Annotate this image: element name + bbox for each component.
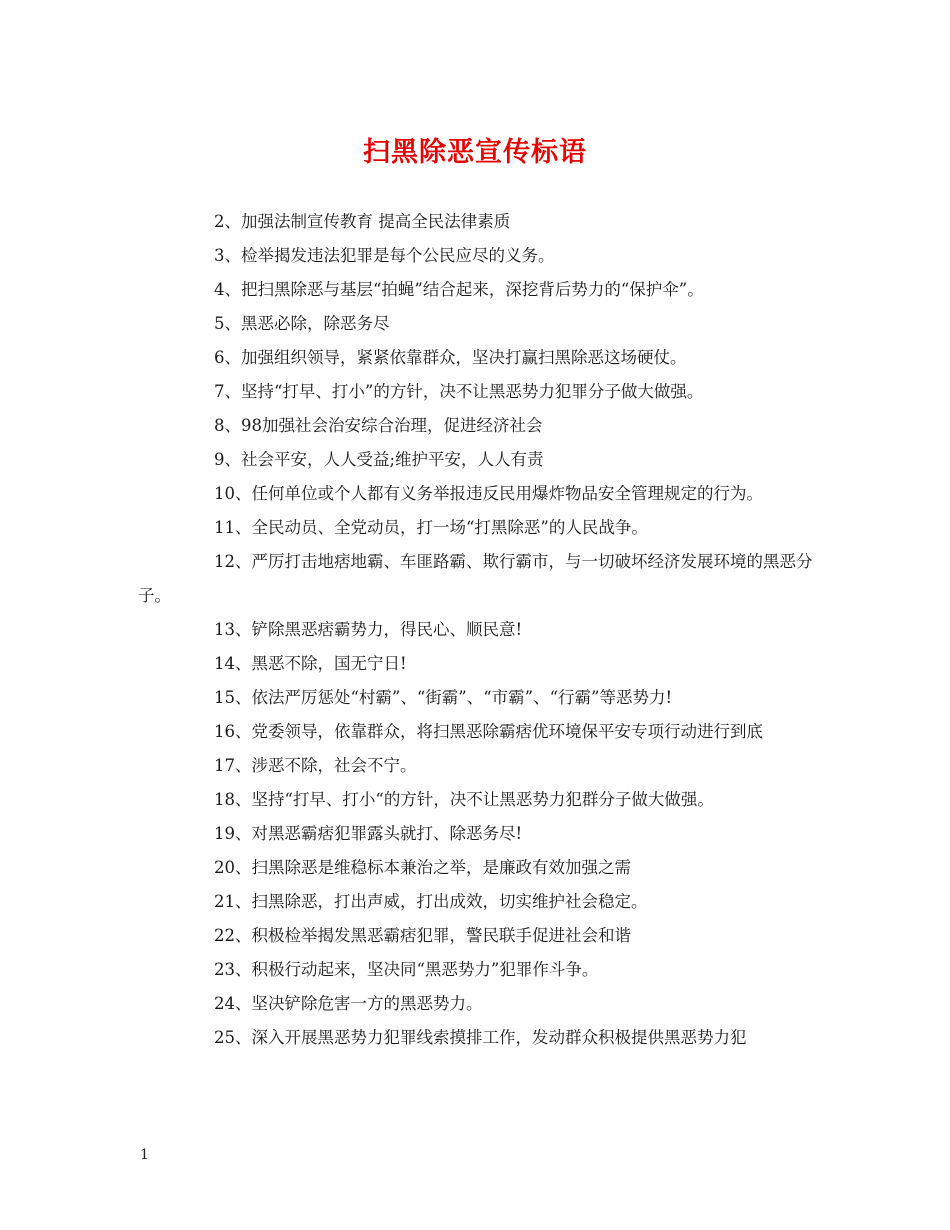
document-title: 扫黑除恶宣传标语	[363, 137, 587, 168]
slogan-item: 9、社会平安，人人受益;维护平安，人人有责	[214, 450, 544, 469]
slogan-item: 4、把扫黑除恶与基层“拍蝇”结合起来，深挖背后势力的“保护伞”。	[214, 280, 704, 299]
slogan-item: 7、坚持“打早、打小”的方针，决不让黑恶势力犯罪分子做大做强。	[214, 382, 704, 401]
slogan-item: 2、加强法制宣传教育 提高全民法律素质	[214, 212, 511, 231]
slogan-item: 24、坚决铲除危害一方的黑恶势力。	[214, 994, 483, 1013]
slogan-item: 8、98加强社会治安综合治理，促进经济社会	[214, 416, 543, 435]
slogan-item: 19、对黑恶霸痞犯罪露头就打、除恶务尽!	[214, 824, 523, 843]
slogan-item: 13、铲除黑恶痞霸势力，得民心、顺民意!	[214, 620, 523, 639]
slogan-item: 12、严厉打击地痞地霸、车匪路霸、欺行霸市，与一切破坏经济发展环境的黑恶分子。	[138, 552, 813, 605]
slogan-item: 16、党委领导，依靠群众，将扫黑恶除霸痞优环境保平安专项行动进行到底	[214, 722, 763, 741]
slogan-item: 5、黑恶必除，除恶务尽	[214, 314, 390, 333]
slogan-item: 3、检举揭发违法犯罪是每个公民应尽的义务。	[214, 246, 555, 265]
slogan-item: 23、积极行动起来，坚决同“黑恶势力”犯罪作斗争。	[214, 960, 599, 979]
slogan-item: 17、涉恶不除，社会不宁。	[214, 756, 417, 775]
slogan-item: 25、深入开展黑恶势力犯罪线索摸排工作，发动群众积极提供黑恶势力犯	[214, 1028, 747, 1047]
slogan-item: 11、全民动员、全党动员，打一场“打黑除恶”的人民战争。	[214, 518, 648, 537]
slogan-item: 10、任何单位或个人都有义务举报违反民用爆炸物品安全管理规定的行为。	[214, 484, 763, 503]
page-number: 1	[140, 1147, 149, 1163]
slogan-item: 22、积极检举揭发黑恶霸痞犯罪，警民联手促进社会和谐	[214, 926, 631, 945]
slogan-item: 6、加强组织领导，紧紧依靠群众，坚决打赢扫黑除恶这场硬仗。	[214, 348, 687, 367]
slogan-item: 15、依法严厉惩处“村霸”、“街霸”、“市霸”、“行霸”等恶势力!	[214, 688, 673, 707]
slogan-item: 21、扫黑除恶，打出声威，打出成效，切实维护社会稳定。	[214, 892, 648, 911]
slogan-item: 20、扫黑除恶是维稳标本兼治之举，是廉政有效加强之需	[214, 858, 631, 877]
slogan-item: 14、黑恶不除，国无宁日!	[214, 654, 407, 673]
slogan-item: 18、坚持“打早、打小“的方针，决不让黑恶势力犯群分子做大做强。	[214, 790, 714, 809]
slogan-list	[138, 205, 818, 1055]
